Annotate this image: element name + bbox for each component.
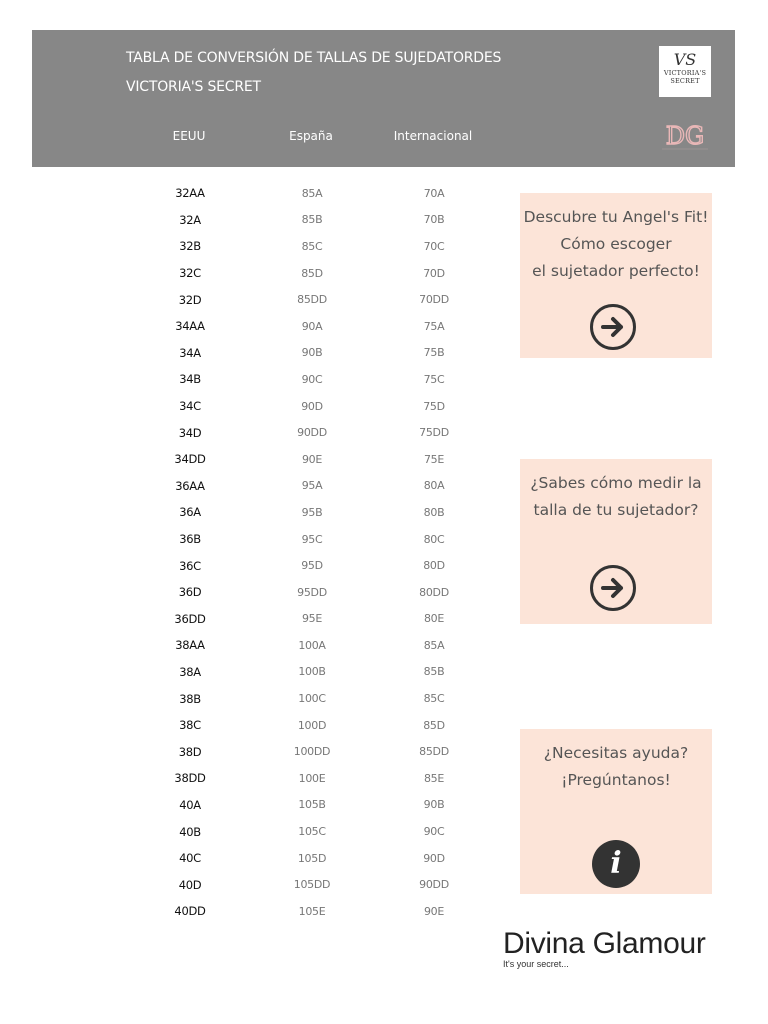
promo-text bbox=[520, 193, 712, 285]
size-spain: 85A bbox=[301, 186, 323, 200]
size-us: 34D bbox=[178, 425, 202, 440]
column-header-spain: España bbox=[289, 129, 333, 143]
size-us: 32A bbox=[179, 212, 201, 227]
size-international: 85B bbox=[423, 665, 445, 679]
size-spain: 85DD bbox=[297, 293, 327, 307]
size-international: 70A bbox=[423, 186, 445, 200]
size-international: 85A bbox=[423, 638, 445, 652]
vs-monogram-icon: VS bbox=[673, 50, 697, 69]
size-international: 70DD bbox=[419, 293, 449, 307]
table-row bbox=[129, 499, 495, 526]
table-row bbox=[129, 871, 495, 898]
size-international: 85D bbox=[423, 718, 445, 732]
victorias-secret-logo bbox=[659, 46, 711, 97]
size-spain: 105B bbox=[298, 798, 326, 812]
table-row bbox=[129, 606, 495, 633]
brand-name: Divina Glamour bbox=[503, 927, 706, 960]
size-spain: 100B bbox=[298, 665, 326, 679]
size-us: 36DD bbox=[174, 611, 206, 626]
size-international: 75D bbox=[423, 399, 445, 413]
size-spain: 100A bbox=[298, 638, 326, 652]
size-spain: 90D bbox=[301, 399, 323, 413]
size-spain: 85D bbox=[301, 266, 323, 280]
size-international: 80B bbox=[423, 505, 445, 519]
size-international: 70B bbox=[423, 213, 445, 227]
size-international: 80A bbox=[423, 479, 445, 493]
size-international: 75A bbox=[423, 319, 445, 333]
size-spain: 105C bbox=[298, 825, 326, 839]
title-line-1: TABLA DE CONVERSIÓN DE TALLAS DE SUJEDATORDES bbox=[126, 50, 502, 66]
size-us: 40D bbox=[178, 877, 202, 892]
table-row bbox=[129, 659, 495, 686]
size-us: 40DD bbox=[174, 904, 206, 919]
table-row bbox=[129, 845, 495, 872]
promo-text bbox=[520, 459, 712, 524]
promo-line: ¿Necesitas ayuda? bbox=[543, 744, 689, 762]
size-us: 38B bbox=[179, 691, 201, 706]
size-international: 80D bbox=[423, 559, 445, 573]
size-international: 80DD bbox=[419, 585, 449, 599]
size-spain: 90E bbox=[301, 452, 323, 466]
brand-tagline: It's your secret... bbox=[503, 959, 569, 969]
size-us: 38AA bbox=[175, 638, 205, 653]
dg-logo-text: DG bbox=[665, 122, 705, 150]
table-row bbox=[129, 738, 495, 765]
table-row bbox=[129, 685, 495, 712]
divina-glamour-brand bbox=[503, 927, 706, 969]
table-row bbox=[129, 180, 495, 207]
table-row bbox=[129, 446, 495, 473]
size-spain: 85B bbox=[301, 213, 323, 227]
column-header-international: Internacional bbox=[393, 129, 473, 143]
table-row bbox=[129, 552, 495, 579]
size-spain: 95D bbox=[301, 559, 323, 573]
size-us: 34C bbox=[179, 399, 201, 414]
table-row bbox=[129, 898, 495, 925]
size-spain: 95B bbox=[301, 505, 323, 519]
table-row bbox=[129, 818, 495, 845]
size-international: 90C bbox=[423, 825, 445, 839]
size-international: 75C bbox=[423, 372, 445, 386]
arrow-right-circle-icon[interactable] bbox=[590, 304, 636, 350]
size-spain: 90A bbox=[301, 319, 323, 333]
measure-size-promo[interactable] bbox=[520, 459, 712, 624]
size-us: 34DD bbox=[174, 452, 206, 467]
table-row bbox=[129, 393, 495, 420]
size-international: 70C bbox=[423, 239, 445, 253]
table-row bbox=[129, 419, 495, 446]
table-row bbox=[129, 632, 495, 659]
size-us: 32AA bbox=[175, 186, 205, 201]
size-table bbox=[129, 180, 495, 925]
size-spain: 105D bbox=[297, 851, 327, 865]
size-us: 38DD bbox=[174, 771, 206, 786]
size-us: 40A bbox=[179, 797, 201, 812]
size-spain: 90DD bbox=[297, 426, 327, 440]
size-international: 75E bbox=[423, 452, 445, 466]
size-spain: 105E bbox=[298, 904, 326, 918]
size-spain: 105DD bbox=[293, 878, 331, 892]
size-us: 36C bbox=[179, 558, 201, 573]
table-row bbox=[129, 792, 495, 819]
promo-line: talla de tu sujetador? bbox=[533, 501, 699, 519]
size-international: 90B bbox=[423, 798, 445, 812]
column-header-us: EEUU bbox=[172, 129, 206, 143]
table-row bbox=[129, 286, 495, 313]
size-spain: 90B bbox=[301, 346, 323, 360]
size-us: 40C bbox=[179, 851, 201, 866]
size-spain: 100C bbox=[298, 692, 326, 706]
size-us: 32C bbox=[179, 266, 201, 281]
table-row bbox=[129, 233, 495, 260]
promo-text bbox=[520, 729, 712, 794]
size-us: 36D bbox=[178, 585, 202, 600]
size-us: 34B bbox=[179, 372, 201, 387]
promo-line: Cómo escoger bbox=[560, 235, 672, 253]
size-spain: 100E bbox=[298, 771, 326, 785]
size-us: 38D bbox=[178, 744, 202, 759]
size-us: 36B bbox=[179, 532, 201, 547]
size-spain: 85C bbox=[301, 239, 323, 253]
size-international: 85E bbox=[423, 771, 445, 785]
vs-logo-text-1: VICTORIA'S bbox=[663, 69, 707, 77]
size-international: 90D bbox=[423, 851, 445, 865]
size-spain: 100DD bbox=[293, 745, 331, 759]
size-international: 90E bbox=[423, 904, 445, 918]
size-spain: 95A bbox=[301, 479, 323, 493]
table-row bbox=[129, 526, 495, 553]
size-us: 32D bbox=[178, 292, 202, 307]
size-us: 40B bbox=[179, 824, 201, 839]
size-spain: 95DD bbox=[297, 585, 327, 599]
size-us: 34A bbox=[179, 345, 201, 360]
size-international: 75B bbox=[423, 346, 445, 360]
table-row bbox=[129, 207, 495, 234]
dg-logo-icon bbox=[658, 122, 712, 154]
size-us: 36AA bbox=[175, 478, 205, 493]
table-row bbox=[129, 366, 495, 393]
size-us: 38C bbox=[179, 718, 201, 733]
size-spain: 90C bbox=[301, 372, 323, 386]
size-spain: 95C bbox=[301, 532, 323, 546]
promo-line: ¡Pregúntanos! bbox=[561, 771, 671, 789]
size-international: 80E bbox=[423, 612, 445, 626]
header-banner bbox=[32, 30, 735, 167]
size-us: 32B bbox=[179, 239, 201, 254]
size-international: 85DD bbox=[419, 745, 449, 759]
info-circle-icon[interactable]: i bbox=[592, 840, 640, 888]
table-row bbox=[129, 473, 495, 500]
size-spain: 95E bbox=[301, 612, 323, 626]
promo-line: Descubre tu Angel's Fit! bbox=[523, 208, 709, 226]
size-international: 85C bbox=[423, 692, 445, 706]
angels-fit-promo[interactable] bbox=[520, 193, 712, 358]
size-us: 38A bbox=[179, 664, 201, 679]
arrow-right-circle-icon[interactable] bbox=[590, 565, 636, 611]
size-international: 90DD bbox=[419, 878, 449, 892]
size-international: 70D bbox=[423, 266, 445, 280]
help-promo[interactable] bbox=[520, 729, 712, 894]
promo-line: ¿Sabes cómo medir la bbox=[530, 474, 702, 492]
size-international: 75DD bbox=[419, 426, 449, 440]
table-row bbox=[129, 579, 495, 606]
size-spain: 100D bbox=[297, 718, 327, 732]
table-row bbox=[129, 765, 495, 792]
table-row bbox=[129, 340, 495, 367]
table-row bbox=[129, 313, 495, 340]
size-international: 80C bbox=[423, 532, 445, 546]
size-us: 34AA bbox=[175, 319, 205, 334]
page-title bbox=[126, 44, 501, 102]
table-row bbox=[129, 260, 495, 287]
promo-line: el sujetador perfecto! bbox=[532, 262, 700, 280]
vs-logo-text-2: SECRET bbox=[670, 77, 700, 85]
size-us: 36A bbox=[179, 505, 201, 520]
title-line-2: VICTORIA'S SECRET bbox=[126, 79, 261, 95]
table-row bbox=[129, 712, 495, 739]
